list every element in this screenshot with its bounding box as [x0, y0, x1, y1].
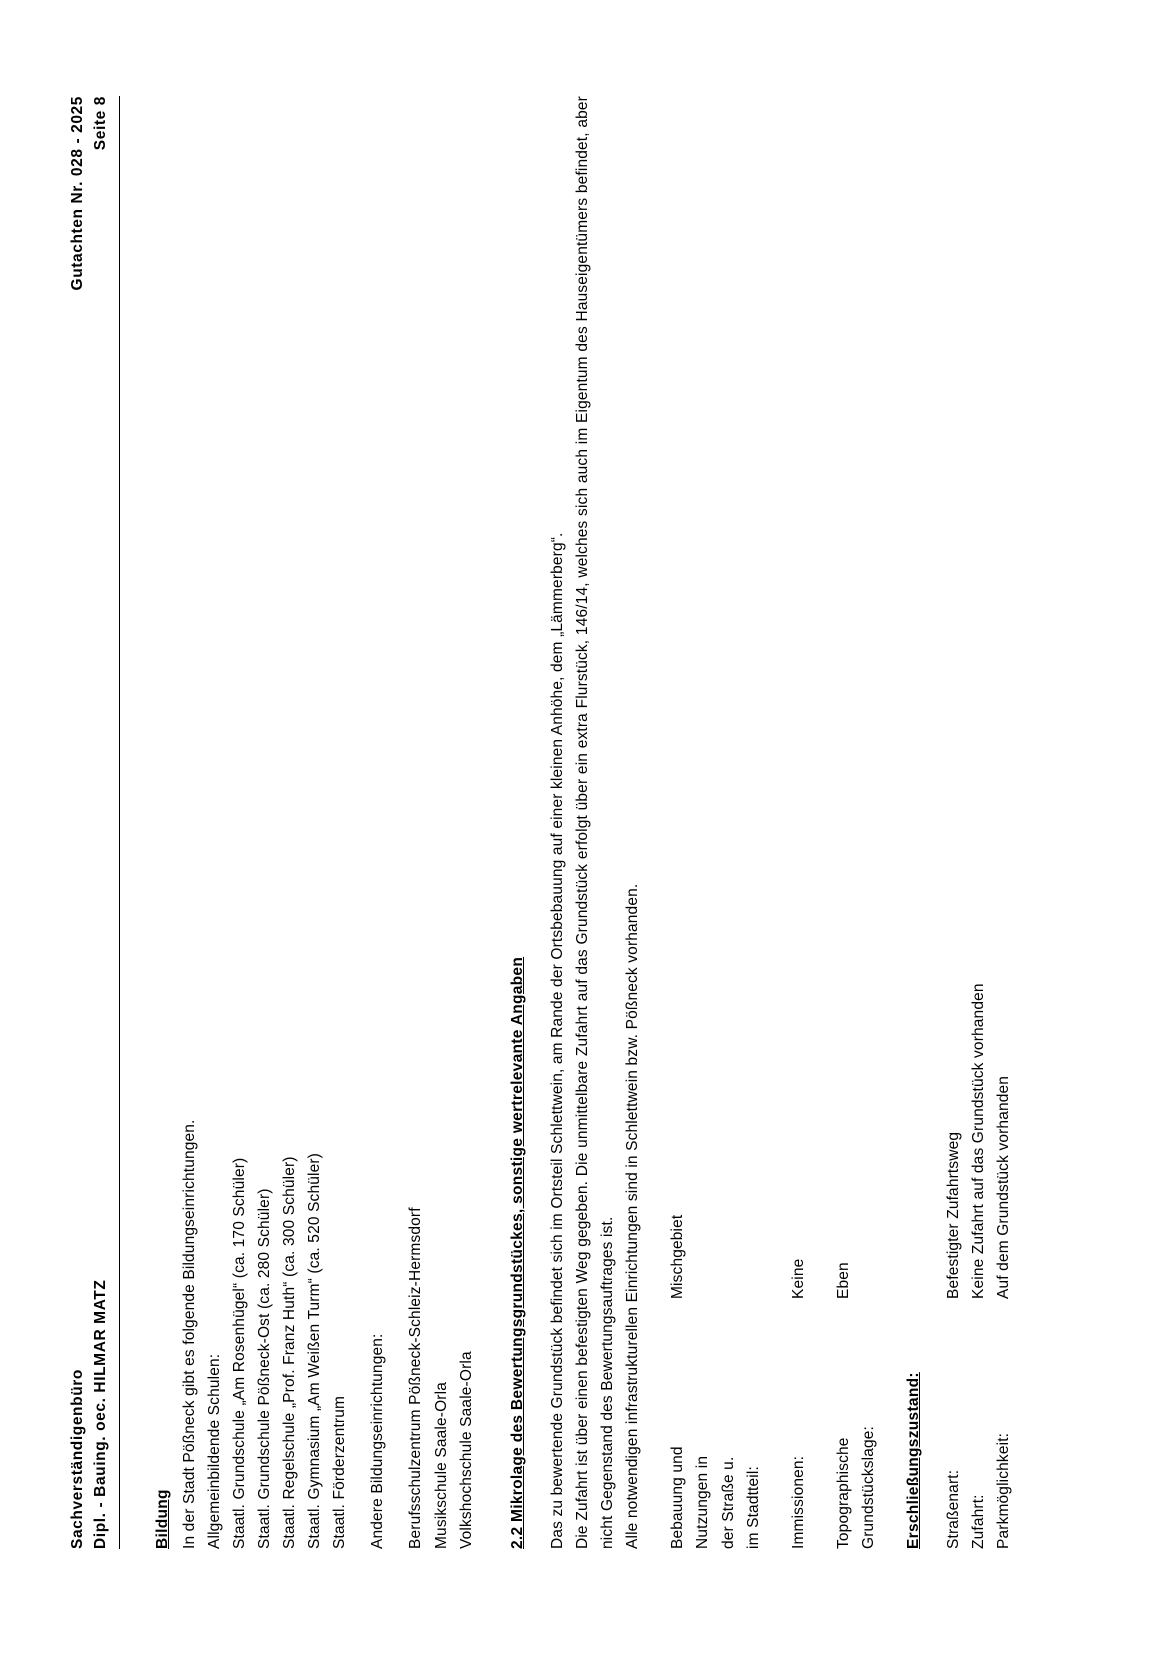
report-number: Gutachten Nr. 028 - 2025: [69, 96, 86, 291]
row-label: Immissionen:: [789, 1455, 807, 1549]
school-item: Staatl. Grundschule „Am Rosenhügel“ (ca. 170 Schüler): [230, 1157, 248, 1549]
school-item: Staatl. Gymnasium „Am Weißen Turm“ (ca. 520 Schüler): [306, 1153, 324, 1549]
paragraph-mikrolage-2: Die Zufahrt ist über einen befestigten Weg gegeben. Die unmittelbare Zufahrt auf das Grundstück erfolgt über ein extra Flurstück, 146/14, welches sich auch im Eigentum des Hauseigentümers befindet, aber nicht Gegenstand des Bewertungsauftrages ist.: [574, 96, 617, 1549]
paragraph-mikrolage-1: Das zu bewertende Grundstück befindet sich im Ortsteil Schlettwein, am Rande der Ortsbebauung auf einer kleinen Anhöhe, dem „Lämmerberg“.: [548, 532, 566, 1549]
row-value: Eben: [834, 1262, 852, 1299]
label-line: der Straße u.: [719, 1456, 737, 1549]
row-topographie: [831, 96, 881, 1549]
school-list: [227, 96, 353, 1549]
row-value: Mischgebiet: [669, 1214, 687, 1299]
row-parkmoeglichkeit: [991, 96, 1016, 1549]
office-owner: Dipl. - Bauing. oec. HILMAR MATZ: [92, 1279, 110, 1549]
other-education-item: Volkshochschule Saale-Orla: [457, 1351, 475, 1549]
paragraph-mikrolage-3: Alle notwendigen infrastrukturellen Einrichtungen sind in Schlettwein bzw. Pößneck vorhanden.: [624, 883, 642, 1549]
row-value: Befestigter Zufahrtsweg: [945, 1131, 963, 1299]
header-left: [66, 1280, 113, 1549]
other-education-item: Berufsschulzentrum Pößneck-Schleiz-Hermsdorf: [407, 1207, 425, 1549]
school-item: Staatl. Regelschule „Prof. Franz Huth“ (ca. 300 Schüler): [281, 1156, 299, 1549]
section-title-2-2: 2.2 Mikrolage des Bewertungsgrundstückes, sonstige wertrelevante Angaben: [508, 956, 526, 1549]
school-item: Staatl. Grundschule Pößneck-Ost (ca. 280 Schüler): [255, 1188, 273, 1549]
section-title-bildung: Bildung: [153, 1489, 171, 1549]
school-item: Staatl. Förderzentrum: [331, 1395, 349, 1549]
label-line: Bebauung und: [669, 1446, 687, 1549]
label-line: Nutzungen in: [694, 1455, 712, 1549]
label-line: im Stadtteil:: [744, 1466, 762, 1549]
row-bebauung-nutzungen: [665, 96, 765, 1549]
bildung-subheading: Allgemeinbildende Schulen:: [205, 1353, 223, 1549]
row-label: Straßenart:: [945, 1469, 963, 1549]
row-strassenart: [941, 96, 966, 1549]
row-value: Auf dem Grundstück vorhanden: [995, 1075, 1013, 1299]
row-zufahrt: [966, 96, 991, 1549]
page-header: [66, 96, 113, 1549]
other-education-heading: Andere Bildungseinrichtungen:: [369, 1333, 387, 1549]
row-label: [665, 1299, 765, 1549]
other-education-item: Musikschule Saale-Orla: [432, 1382, 450, 1549]
row-immissionen: [786, 96, 811, 1549]
label-line: Grundstückslage:: [860, 1425, 878, 1549]
row-value: Keine: [789, 1258, 807, 1299]
other-education-list: [403, 96, 478, 1549]
page-number: Seite 8: [92, 96, 110, 151]
section-title-erschliessung: Erschließungszustand:: [905, 1372, 923, 1549]
bildung-intro: In der Stadt Pößneck gibt es folgende Bildungseinrichtungen.: [180, 1119, 198, 1549]
row-label: Parkmöglichkeit:: [995, 1432, 1013, 1549]
row-label: Zufahrt:: [970, 1494, 988, 1549]
row-value: Keine Zufahrt auf das Grundstück vorhanden: [970, 983, 988, 1299]
header-right: [66, 96, 113, 290]
office-name: Sachverständigenbüro: [69, 1369, 86, 1549]
header-divider: [119, 96, 120, 1549]
label-line: Topographische: [834, 1437, 852, 1549]
document-content: [150, 96, 1017, 1549]
row-label: [831, 1299, 881, 1549]
